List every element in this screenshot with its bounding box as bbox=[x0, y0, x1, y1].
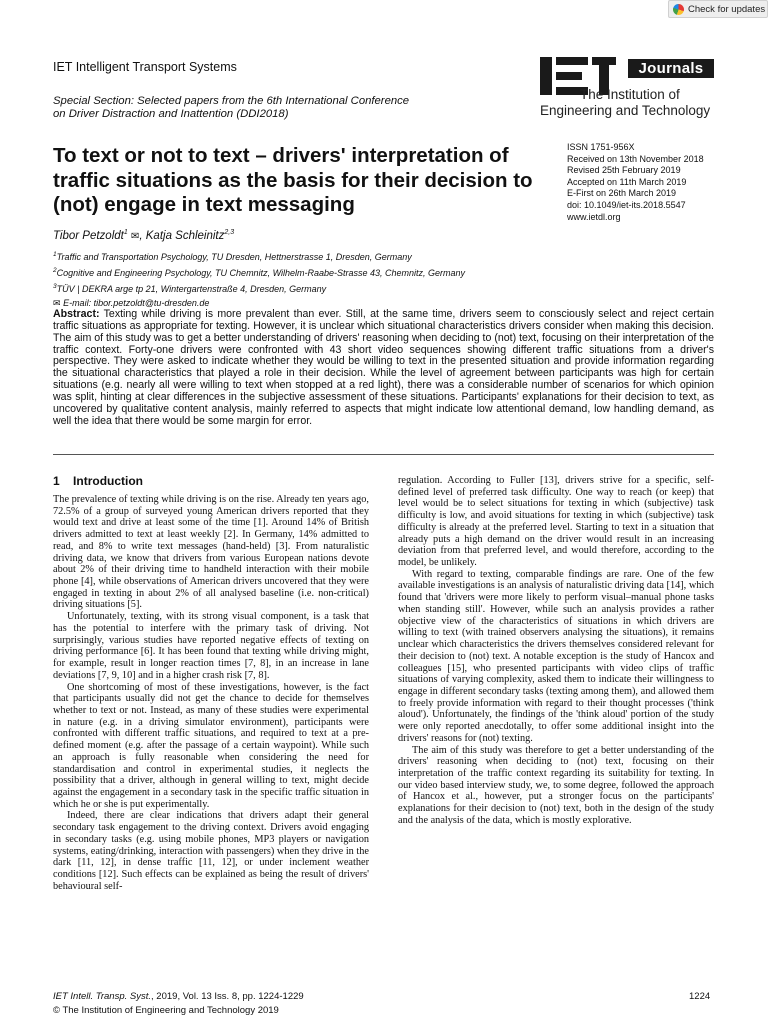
doi[interactable]: doi: 10.1049/iet-its.2018.5547 bbox=[567, 199, 686, 210]
institution-line-1: The Institution of bbox=[580, 87, 680, 102]
section-title: Introduction bbox=[73, 474, 144, 488]
paragraph: The aim of this study was therefore to get a better understanding of the drivers' reasoning when deciding to (not) text, focusing on their interpretation of the traffic context regarding its suitability for texting. In our video based interview study, we, to some degree, followed the approach of Hancox et al., however, put a stronger focus on the participants' explanations for their decision to (not) text, both in the design of the study and the analysis of the data, which is mostly explorative. bbox=[398, 744, 714, 826]
divider bbox=[53, 454, 714, 455]
paragraph: regulation. According to Fuller [13], drivers strive for a specific, self-defined level of preferred task difficulty. One way to reach (or keep) that level would be to select situations for texting in which (subjective) task difficulty is low, and avoid situations for texting in which (subjective) task difficulty is already at the preferred level. Starting to text in a situation that already puts a high demand on the driver would result in an increasing deviation from that preferred level, and would therefore, according to the model, be unlikely. bbox=[398, 475, 714, 569]
affiliation-text: Traffic and Transportation Psychology, TU Dresden, Hettnerstrasse 1, Dresden, Germany bbox=[56, 252, 412, 262]
received-date: Received on 13th November 2018 bbox=[567, 153, 704, 164]
accepted-date: Accepted on 11th March 2019 bbox=[567, 176, 687, 187]
author-1-affil: 1 bbox=[123, 229, 128, 236]
affiliation-text: TÜV | DEKRA arge tp 21, Wintergartenstraße 4, Dresden, Germany bbox=[56, 284, 327, 295]
journals-label: Journals bbox=[628, 59, 714, 78]
affiliation-sup: 3 bbox=[53, 283, 57, 291]
institution-name bbox=[540, 87, 711, 119]
email-address[interactable]: E-mail: tibor.petzoldt@tu-dresden.de bbox=[63, 297, 210, 308]
crossmark-icon bbox=[673, 4, 684, 15]
page-number: 1224 bbox=[689, 991, 711, 1002]
affiliation-text: Cognitive and Engineering Psychology, TU Chemnitz, Wilhelm-Raabe-Strasse 43, Chemnitz, Germany bbox=[56, 268, 466, 279]
abstract-label: Abstract: bbox=[53, 308, 100, 320]
abstract-text: Texting while driving is more prevalent than ever. Still, at the same time, drivers seem to consciously select and reject certain traffic situations as appropriate for texting. However, it is unclear which situational characteristics drivers consider when making this decision. The aim of this study was to get a better understanding of drivers' reasoning when deciding to (not) text, focusing on their interpretation of the traffic context. Forty-one drivers were confronted with 43 short video sequences showing different traffic situations from a driver's perspective. They were asked to indicate whether they would be willing to text in the presented situation and provide information regarding the situational characteristics that played a role in their decision. While the level of agreement between participants was high for certain situations (e.g. nearly all were willing to text when stopped at a red light), there was a considerable number of scenarios for which opinion was split, hinting at clear differences in the subjective assessment of these situations. Participants' explanations for their decision to text, as uncovered by qualitative content analysis, mainly referred to aspects that might indicate low attentional demand, low handling demand, as well the idea that there would be some margin for error. bbox=[53, 308, 714, 427]
paragraph: Unfortunately, texting, with its strong visual component, is a task that has the potential to interfere with the primary task of driving. Not surprisingly, various studies have reported negative effects of texting on driving performance [6]. It has been found that texting while driving might, for example, result in longer reaction times [7, 8], in an increase in lane deviations [7, 9, 10] and in a higher crash risk [7, 8]. bbox=[53, 611, 369, 681]
affiliation-3 bbox=[53, 280, 465, 296]
abstract bbox=[53, 309, 714, 427]
envelope-icon: ✉ bbox=[53, 297, 61, 308]
author-list: Tibor Petzoldt$^1$ ✉, Katja Schleinitz$^{2,3}$ bbox=[53, 229, 235, 242]
check-for-updates-label: Check for updates bbox=[688, 3, 766, 15]
paragraph: One shortcoming of most of these investigations, however, is the fact that participants usually did not get the chance to decide for themselves whether to text or not. Instead, as many of these studies were experimental in nature (e.g. in a driving simulator environment), participants were confronted with different traffic situations, and required to text at a pre-defined moment (e.g. after the passage of a certain waypoint). While such an approach is fully reasonable when considering the need for standardisation and control in experimental studies, it neglects the possibility that a driver, although in general willing to text, might decide against the engagement in a secondary task in the specific traffic situation in which he or she is put experimentally. bbox=[53, 681, 369, 810]
affiliation-sup: 1 bbox=[53, 251, 57, 258]
special-section-note: Special Section: Selected papers from the 6th International Conference on Driver Distraction and Inattention (DDI2018) bbox=[53, 95, 410, 120]
check-for-updates-badge[interactable] bbox=[668, 0, 768, 18]
author-2-affil: 2,3 bbox=[224, 229, 235, 236]
author-2[interactable]: Katja Schleinitz bbox=[145, 229, 225, 242]
citation-details: , 2019, Vol. 13 Iss. 8, pp. 1224-1229 bbox=[151, 991, 304, 1002]
envelope-icon[interactable]: ✉ bbox=[130, 230, 140, 242]
footer-copyright: © The Institution of Engineering and Technology 2019 bbox=[53, 1005, 279, 1016]
article-meta bbox=[567, 142, 704, 223]
body-column-left bbox=[53, 494, 369, 892]
section-heading bbox=[53, 474, 143, 488]
footer-citation bbox=[53, 991, 304, 1002]
affiliation-sup: 2 bbox=[53, 267, 57, 275]
ietdl-link[interactable]: www.ietdl.org bbox=[567, 211, 621, 222]
section-number: 1 bbox=[53, 474, 60, 488]
affiliations bbox=[53, 248, 465, 310]
body-column-right bbox=[398, 475, 714, 827]
citation-journal: IET Intell. Transp. Syst. bbox=[53, 991, 152, 1002]
paragraph: With regard to texting, comparable findings are rare. One of the few available investigations is an analysis of naturalistic driving data [14], which found that 'drivers were more likely to perform visual–manual phone tasks when standing still'. However, while such an analysis provides a rather objective view of the characteristics of situations in which drivers are willing to text (with trained observers analysing the situations), it remains unclear which characteristics the drivers themselves considered relevant for their decision to (not) text. A notable exception is the study of Hancox and colleagues [15], who presented participants with video clips of traffic situations of varying complexity, asked them to indicate their willingness to engage in different secondary tasks (texting among them), and allowed them to freely provide information with regard to their thought processes ('think aloud'). Unfortunately, the findings of the 'think aloud' portion of the study were only reported anecdotally, to offer some additional insight into the drivers' reasons for (not) texting. bbox=[398, 568, 714, 744]
affiliation-1 bbox=[53, 248, 465, 264]
journal-name: IET Intelligent Transport Systems bbox=[53, 60, 237, 74]
article-title: To text or not to text – drivers' interpretation of traffic situations as the basis for their decision to (not) engage in text messaging bbox=[53, 144, 533, 216]
paragraph: The prevalence of texting while driving is on the rise. Already ten years ago, 72.5% of a group of surveyed young American drivers reported that they would text and drive at least some of the time [1]. Around 14% of British drivers admitted to text at least weekly [2]. In Germany, 14% admitted to read, and 8% to write text messages (hand-held) [3]. From naturalistic driving data, we know that drivers from various European nations devote about 2% of their driving time to handheld interaction with their mobile phone [4], while observations of American drivers uncovered that they were engaged in texting in about 2% of all analysed baseline (i.e. non-critical) driving situations [5]. bbox=[53, 494, 369, 611]
paragraph: Indeed, there are clear indications that drivers adapt their general secondary task engagement to the driving context. Drivers avoid engaging in secondary tasks (e.g. using mobile phones, MP3 players or navigation systems, eating/drinking, interaction with passengers) when they drive in the dark [11, 12], in dense traffic [11, 12], or under inclement weather conditions [12]. Such effects can be explained as being the result of drivers' behavioural self- bbox=[53, 810, 369, 892]
author-1[interactable]: Tibor Petzoldt bbox=[53, 229, 124, 242]
issn: ISSN 1751-956X bbox=[567, 142, 635, 152]
affiliation-2 bbox=[53, 264, 465, 280]
revised-date: Revised 25th February 2019 bbox=[567, 165, 681, 176]
efirst-date: E-First on 26th March 2019 bbox=[567, 188, 677, 199]
institution-line-2: Engineering and Technology bbox=[540, 103, 711, 118]
